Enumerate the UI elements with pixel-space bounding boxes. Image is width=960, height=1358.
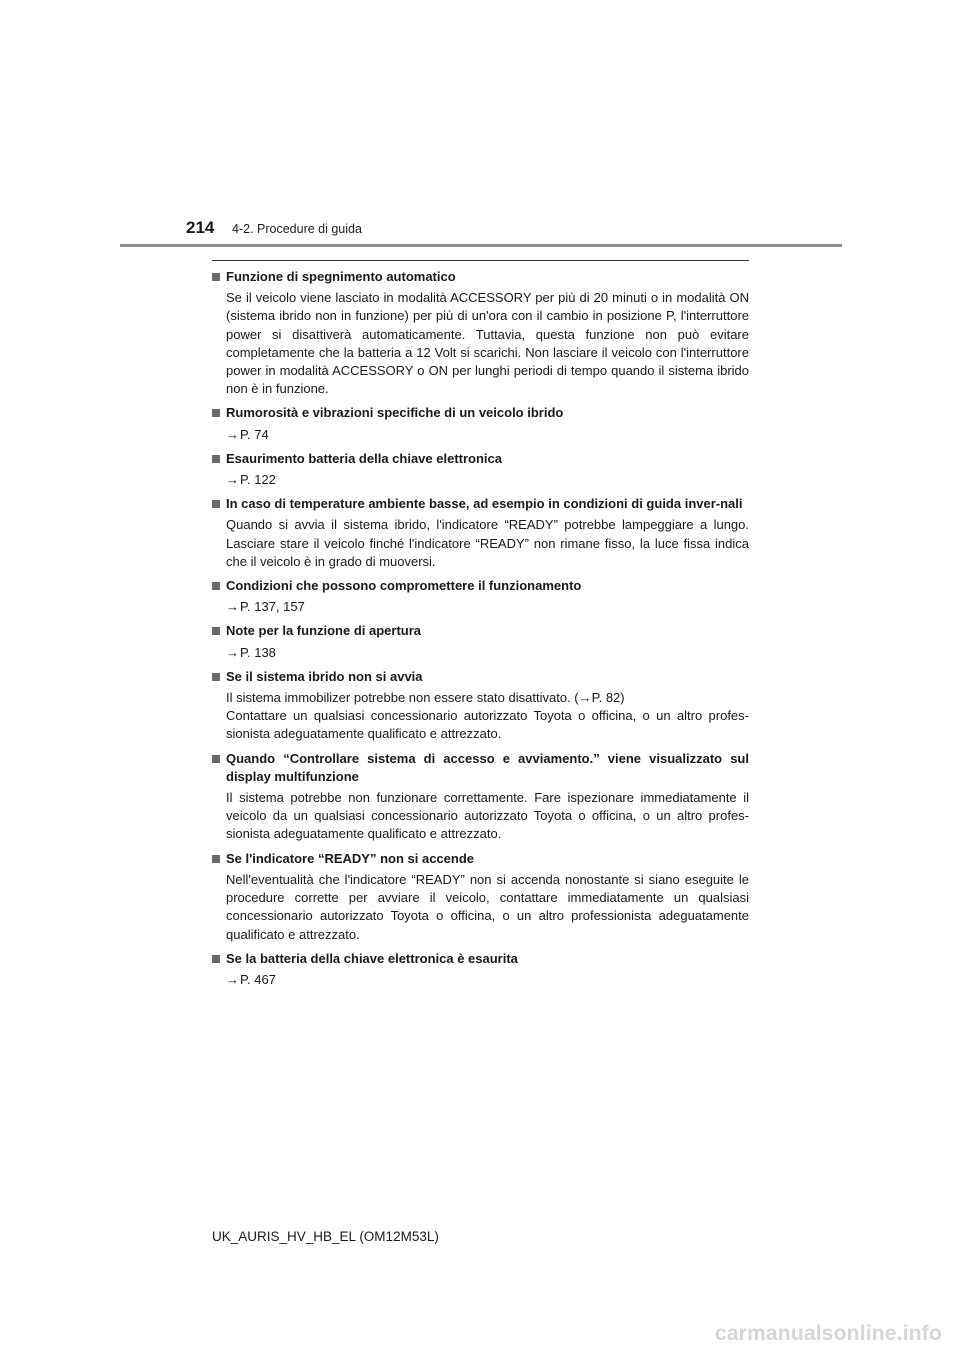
page-reference: →P. 74 [226,426,269,442]
list-item [212,268,749,398]
header-rule [120,244,842,247]
square-bullet-icon [212,500,220,508]
page-number: 214 [186,218,215,237]
item-heading: Rumorosità e vibrazioni specifiche di un veicolo ibrido [226,405,564,421]
list-item [212,668,749,744]
item-paragraph: Quando si avvia il sistema ibrido, l'indicatore “READY” potrebbe lampeggiare a lungo. Lasciare stare il veicolo finché l'indicatore “READY” non rimane fisso, la luce fissa indica che il veicolo è in grado di muoversi. [226,517,749,569]
list-item [212,950,749,989]
list-item [212,450,749,489]
item-heading: Esaurimento batteria della chiave elettronica [226,450,502,466]
page-reference: →P. 137, 157 [226,599,305,615]
item-heading: Se il sistema ibrido non si avvia [226,668,423,684]
list-item [212,577,749,616]
square-bullet-icon [212,627,220,635]
square-bullet-icon [212,955,220,963]
page-reference: →P. 122 [226,472,276,488]
square-bullet-icon [212,455,220,463]
item-heading: In caso di temperature ambiente basse, ad esempio in condizioni di guida inver-nali [226,496,743,512]
item-heading: Note per la funzione di apertura [226,623,422,639]
list-item [212,850,749,944]
item-heading: Se la batteria della chiave elettronica è esaurita [226,950,518,966]
list-item [212,750,749,844]
item-body [212,689,749,744]
item-paragraph: Nell'eventualità che l'indicatore “READY” non si accenda nonostante si siano eseguite le procedure corrette per avviare il veicolo, contattare immediatamente un qualsiasi concessionario autorizzato Toyota o officina, o un altro professionista adeguatamente qualificato e attrezzato. [226,871,749,942]
item-heading: Se l'indicatore “READY” non si accende [226,850,474,866]
content-rule [212,260,749,261]
arrow-icon: → [226,971,239,987]
list-item [212,404,749,443]
arrow-icon: → [226,426,239,442]
arrow-icon: → [226,644,239,660]
document-code-footer: UK_AURIS_HV_HB_EL (OM12M53L) [212,1229,439,1244]
square-bullet-icon [212,673,220,681]
square-bullet-icon [212,273,220,281]
item-body [212,871,749,944]
square-bullet-icon [212,755,220,763]
page-reference: →P. 467 [226,971,276,987]
square-bullet-icon [212,855,220,863]
page-reference: →P. 138 [226,644,276,660]
content-body [212,268,749,995]
item-heading: Condizioni che possono compromettere il funzionamento [226,578,582,594]
item-heading: Funzione di spegnimento automatico [226,269,456,284]
item-heading: Quando “Controllare sistema di accesso e avviamento.” viene visualizzato sul display multifunzione [226,750,749,784]
item-body [212,289,749,398]
watermark: carmanualsonline.info [714,1322,942,1345]
item-paragraph: Contattare un qualsiasi concessionario autorizzato Toyota o officina, o un altro profes-sionista adeguatamente qualificato e attrezzato. [226,708,749,742]
square-bullet-icon [212,409,220,417]
square-bullet-icon [212,582,220,590]
item-paragraph: Il sistema immobilizer potrebbe non essere stato disattivato. (→P. 82) [226,690,625,706]
arrow-icon: → [226,599,239,615]
item-paragraph: Il sistema potrebbe non funzionare correttamente. Fare ispezionare immediatamente il veicolo da un qualsiasi concessionario autorizzato Toyota o officina, o un altro profes-sionista adeguatamente qualificato e attrezzato. [226,790,749,842]
item-body [212,789,749,844]
section-title: 4-2. Procedure di guida [232,222,362,236]
item-paragraph: Se il veicolo viene lasciato in modalità ACCESSORY per più di 20 minuti o in modalità ON (sistema ibrido non in funzione) per più di un'ora con il cambio in posizione P, l'interruttore power si disattiverà automaticamente. Tuttavia, questa funzione non può evitare completamente che la batteria a 12 Volt si scarichi. Non lasciare il veicolo con l'interruttore power in modalità ACCESSORY o ON per lunghi periodi di tempo quando il sistema ibrido non è in funzione. [226,290,749,397]
item-body [212,516,749,571]
list-item [212,495,749,571]
arrow-icon: → [226,472,239,488]
list-item [212,622,749,661]
